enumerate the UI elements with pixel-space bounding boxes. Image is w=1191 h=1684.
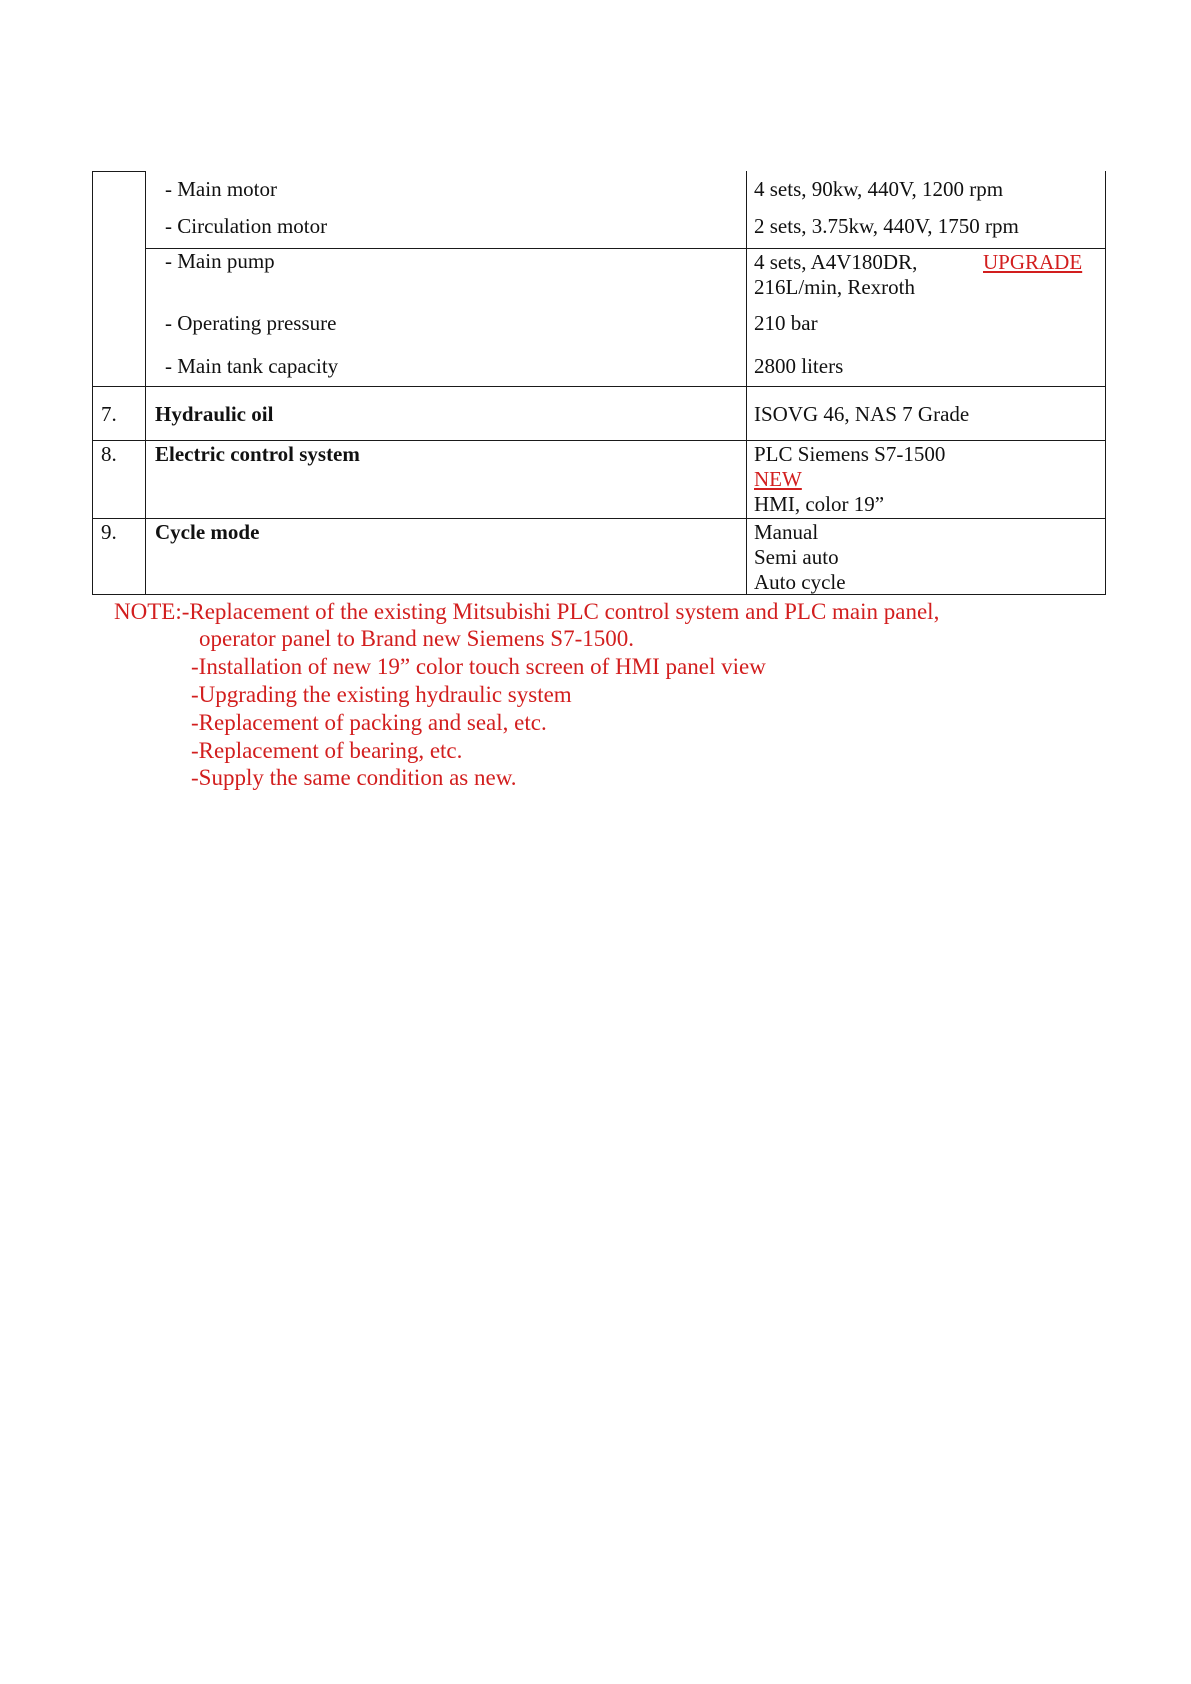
row-title-cycle-mode: Cycle mode [155, 520, 260, 544]
row-value-auto-cycle: Auto cycle [754, 570, 846, 594]
table-rule [145, 248, 1106, 249]
note-heading-line: NOTE:-Replacement of the existing Mitsubishi PLC control system and PLC main panel, [114, 599, 940, 624]
spec-label-circulation-motor: - Circulation motor [165, 214, 328, 238]
spec-value-circulation-motor: 2 sets, 3.75kw, 440V, 1750 rpm [754, 214, 1019, 238]
note-item: -Replacement of bearing, etc. [191, 738, 463, 763]
upgrade-tag[interactable]: UPGRADE [983, 250, 1083, 274]
new-tag[interactable]: NEW [754, 467, 802, 491]
spec-value-main-pump-line2: 216L/min, Rexroth [754, 275, 915, 299]
row-value-manual: Manual [754, 520, 819, 544]
note-item: -Supply the same condition as new. [191, 765, 517, 790]
row-value-hydraulic-oil: ISOVG 46, NAS 7 Grade [754, 402, 970, 426]
row-title-hydraulic-oil: Hydraulic oil [155, 402, 274, 426]
table-border-right [1105, 171, 1106, 595]
spec-label-main-pump: - Main pump [165, 249, 275, 273]
row-title-electric-control-system: Electric control system [155, 442, 360, 466]
table-divider-number [145, 171, 146, 595]
spec-value-main-pump-line1: 4 sets, A4V180DR, [754, 250, 918, 274]
spec-value-operating-pressure: 210 bar [754, 311, 818, 335]
note-item: -Upgrading the existing hydraulic system [191, 682, 572, 707]
note-item: -Replacement of packing and seal, etc. [191, 710, 547, 735]
spec-label-main-tank-capacity: - Main tank capacity [165, 354, 339, 378]
table-rule [92, 386, 1106, 387]
spec-label-operating-pressure: - Operating pressure [165, 311, 337, 335]
note-continuation-line: operator panel to Brand new Siemens S7-1500. [199, 626, 634, 651]
spec-value-main-tank-capacity: 2800 liters [754, 354, 844, 378]
row-number-8: 8. [101, 442, 117, 466]
row-value-hmi: HMI, color 19” [754, 492, 885, 516]
row-value-semi-auto: Semi auto [754, 545, 839, 569]
table-rule [92, 171, 146, 172]
table-rule [92, 440, 1106, 441]
table-divider-value [746, 171, 747, 595]
note-item: -Installation of new 19” color touch screen of HMI panel view [191, 654, 766, 679]
spec-label-main-motor: - Main motor [165, 177, 277, 201]
spec-value-main-motor: 4 sets, 90kw, 440V, 1200 rpm [754, 177, 1004, 201]
table-rule [92, 518, 1106, 519]
table-rule [92, 594, 1106, 595]
table-border-left [92, 171, 93, 595]
row-value-plc: PLC Siemens S7-1500 [754, 442, 946, 466]
row-number-9: 9. [101, 520, 117, 544]
row-number-7: 7. [101, 402, 117, 426]
